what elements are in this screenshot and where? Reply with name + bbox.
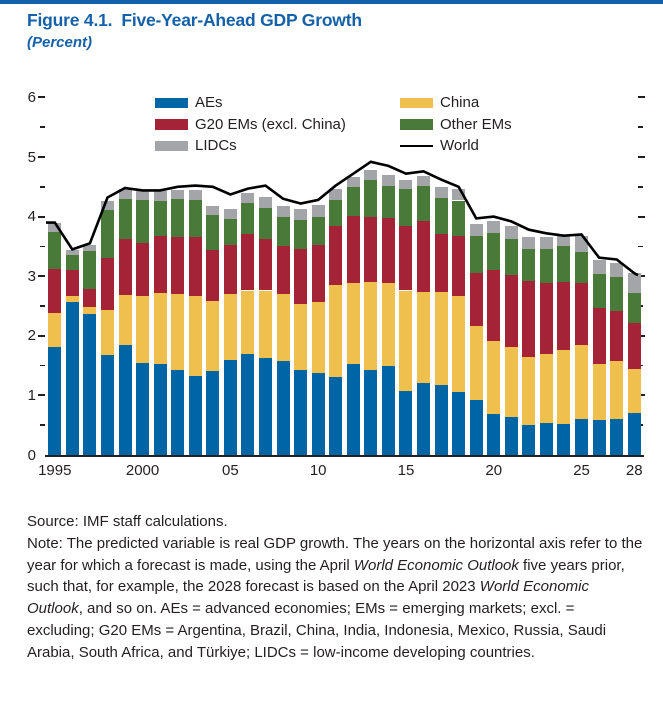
bar-2013-other-ems <box>364 180 377 217</box>
bar-1999-aes <box>119 345 132 455</box>
y-tick-right <box>638 246 643 248</box>
bar-1998-china <box>101 310 114 355</box>
bar-2027-lidcs <box>610 263 623 277</box>
bar-2005-china <box>224 294 237 360</box>
bar-2012-g20-ems-excl-china- <box>347 216 360 283</box>
bar-2016-other-ems <box>417 186 430 221</box>
bar-2003-china <box>189 296 202 375</box>
bar-2013-g20-ems-excl-china- <box>364 217 377 283</box>
x-axis-label-25: 25 <box>573 462 590 479</box>
bar-2024-china <box>557 350 570 425</box>
legend-item-lidcs <box>155 135 346 157</box>
bar-1998-other-ems <box>101 210 114 258</box>
bar-2020-lidcs <box>487 221 500 233</box>
bar-2007-lidcs <box>259 197 272 208</box>
bar-2024-g20-ems-excl-china- <box>557 282 570 349</box>
bar-2020-china <box>487 341 500 414</box>
bar-2018-aes <box>452 392 465 455</box>
legend-item-g20ems <box>155 114 346 136</box>
bar-2018-china <box>452 296 465 391</box>
bar-2028-lidcs <box>628 273 641 293</box>
bar-2003-lidcs <box>189 190 202 200</box>
y-axis-label-0: 0 <box>27 446 36 464</box>
bar-1999-other-ems <box>119 199 132 239</box>
bar-2027-china <box>610 361 623 419</box>
bar-2010-lidcs <box>312 205 325 216</box>
bar-2013-china <box>364 282 377 370</box>
figure-subtitle: (Percent) <box>27 34 93 51</box>
bar-1997-other-ems <box>83 251 96 290</box>
bar-2021-lidcs <box>505 226 518 239</box>
figure-label: Figure 4.1. <box>27 10 113 30</box>
chart-area <box>0 85 663 485</box>
bar-2003-aes <box>189 376 202 455</box>
legend-item-aes <box>155 92 346 114</box>
bar-2021-other-ems <box>505 239 518 275</box>
bar-2024-aes <box>557 424 570 455</box>
otherems-swatch-icon <box>400 119 433 130</box>
bar-2006-lidcs <box>241 193 254 203</box>
y-tick-left <box>40 186 45 188</box>
bar-1998-aes <box>101 355 114 455</box>
y-tick-right <box>638 156 645 158</box>
bar-2011-lidcs <box>329 189 342 200</box>
bar-2025-other-ems <box>575 252 588 283</box>
y-tick-left <box>38 216 45 218</box>
y-tick-left <box>38 335 45 337</box>
bar-2011-china <box>329 285 342 377</box>
bar-2001-china <box>154 293 167 364</box>
bar-1996-lidcs <box>66 250 79 255</box>
bar-2017-aes <box>435 385 448 455</box>
x-axis-label-15: 15 <box>397 462 415 479</box>
bar-2000-g20-ems-excl-china- <box>136 243 149 295</box>
bar-2021-china <box>505 347 518 417</box>
legend-column-2 <box>400 92 512 157</box>
bar-2022-other-ems <box>522 249 535 281</box>
bar-1999-lidcs <box>119 189 132 200</box>
bar-1995-g20-ems-excl-china- <box>48 269 61 313</box>
bar-2019-other-ems <box>470 236 483 272</box>
footer-source: Source: IMF staff calculations. <box>27 513 228 530</box>
legend-column-1 <box>155 92 346 157</box>
y-tick-left <box>40 246 45 248</box>
bar-2004-aes <box>206 371 219 455</box>
bar-2007-china <box>259 291 272 358</box>
note-segment: Note: The predicted variable is real GDP growth. The years on the horizontal axis refer to the year for which a forecast is made, using the April <box>27 534 643 574</box>
bar-2000-aes <box>136 363 149 455</box>
bar-2006-other-ems <box>241 203 254 234</box>
bar-2010-g20-ems-excl-china- <box>312 245 325 302</box>
legend-label-world: World <box>440 137 479 155</box>
bar-2014-china <box>382 283 395 366</box>
bar-2007-aes <box>259 358 272 455</box>
x-axis-label-05: 05 <box>222 462 239 479</box>
legend-item-world <box>400 135 512 157</box>
bar-2011-g20-ems-excl-china- <box>329 226 342 285</box>
bar-2023-lidcs <box>540 237 553 248</box>
china-swatch-icon <box>400 98 433 109</box>
bar-2011-other-ems <box>329 200 342 226</box>
bar-2003-g20-ems-excl-china- <box>189 237 202 296</box>
bar-1996-other-ems <box>66 255 79 270</box>
bar-2002-china <box>171 294 184 370</box>
bar-2014-lidcs <box>382 175 395 186</box>
footer-note <box>27 533 645 664</box>
y-axis-label-3: 3 <box>27 267 36 285</box>
note-italic-segment: World Economic Outlook <box>27 578 589 618</box>
bar-2021-g20-ems-excl-china- <box>505 275 518 347</box>
note-segment: five years prior, such that, for example, the 2028 forecast is based on the April 2023 <box>27 556 625 596</box>
bar-2028-china <box>628 369 641 414</box>
bar-2022-aes <box>522 425 535 455</box>
bar-2001-aes <box>154 364 167 455</box>
bar-1996-aes <box>66 302 79 455</box>
g20ems-swatch-icon <box>155 119 188 130</box>
legend-item-china <box>400 92 512 114</box>
y-tick-left <box>40 365 45 367</box>
bar-2016-g20-ems-excl-china- <box>417 221 430 292</box>
y-axis-label-2: 2 <box>27 327 36 345</box>
figure-title: Five-Year-Ahead GDP Growth <box>121 10 362 30</box>
x-axis-label-10: 10 <box>309 462 327 479</box>
bar-2006-china <box>241 291 254 355</box>
bar-2009-lidcs <box>294 209 307 220</box>
bar-2001-g20-ems-excl-china- <box>154 236 167 293</box>
bar-2028-aes <box>628 413 641 455</box>
bar-1998-lidcs <box>101 201 114 211</box>
y-tick-right <box>638 126 643 128</box>
bar-1996-china <box>66 296 79 302</box>
bar-2024-other-ems <box>557 246 570 282</box>
bar-2017-g20-ems-excl-china- <box>435 234 448 292</box>
legend-label-china: China <box>440 94 480 112</box>
bar-2026-aes <box>593 420 606 455</box>
bar-2005-lidcs <box>224 209 237 219</box>
bar-2011-aes <box>329 377 342 455</box>
bar-2004-other-ems <box>206 215 219 250</box>
y-axis-label-1: 1 <box>27 386 36 404</box>
bar-2017-lidcs <box>435 187 448 198</box>
bar-2025-lidcs <box>575 236 588 252</box>
bar-2019-china <box>470 326 483 400</box>
y-tick-right <box>638 216 645 218</box>
bar-2003-other-ems <box>189 200 202 238</box>
x-axis-label-28: 28 <box>625 462 643 479</box>
bar-2007-g20-ems-excl-china- <box>259 239 272 291</box>
y-tick-left <box>40 424 45 426</box>
bar-2027-g20-ems-excl-china- <box>610 311 623 362</box>
bar-2001-lidcs <box>154 191 167 201</box>
bar-2010-other-ems <box>312 217 325 246</box>
bar-1995-lidcs <box>48 223 61 233</box>
bar-2023-other-ems <box>540 249 553 283</box>
y-axis-label-6: 6 <box>27 88 36 106</box>
bar-2000-other-ems <box>136 200 149 244</box>
bar-2001-other-ems <box>154 201 167 237</box>
bar-2009-g20-ems-excl-china- <box>294 249 307 304</box>
top-rule <box>0 0 663 4</box>
bar-2025-china <box>575 345 588 420</box>
bar-2012-other-ems <box>347 187 360 216</box>
y-tick-right <box>638 96 645 98</box>
bar-2023-g20-ems-excl-china- <box>540 283 553 354</box>
bar-2018-g20-ems-excl-china- <box>452 236 465 296</box>
bar-1995-aes <box>48 347 61 455</box>
bar-2017-other-ems <box>435 198 448 234</box>
bar-2026-china <box>593 364 606 421</box>
bar-2010-aes <box>312 373 325 455</box>
bar-1999-china <box>119 295 132 345</box>
lidcs-swatch-icon <box>155 141 188 152</box>
bar-1995-china <box>48 313 61 347</box>
bar-2022-china <box>522 357 535 425</box>
bar-2025-g20-ems-excl-china- <box>575 283 588 344</box>
bar-2024-lidcs <box>557 235 570 246</box>
y-tick-right <box>638 186 643 188</box>
bar-2002-aes <box>171 370 184 455</box>
bar-2015-lidcs <box>399 180 412 190</box>
figure-footer <box>27 511 645 664</box>
bar-2013-aes <box>364 370 377 455</box>
y-tick-left <box>38 275 45 277</box>
bar-2015-other-ems <box>399 189 412 226</box>
bar-2009-other-ems <box>294 220 307 249</box>
bar-2005-aes <box>224 360 237 455</box>
bar-2026-other-ems <box>593 274 606 308</box>
bar-2006-g20-ems-excl-china- <box>241 234 254 291</box>
legend-label-otherems: Other EMs <box>440 115 512 133</box>
bar-2009-china <box>294 304 307 370</box>
aes-swatch-icon <box>155 98 188 109</box>
bar-2002-lidcs <box>171 190 184 200</box>
bar-2016-lidcs <box>417 176 430 186</box>
note-italic-segment: World Economic Outlook <box>353 556 519 574</box>
bar-2020-other-ems <box>487 233 500 271</box>
y-axis-label-4: 4 <box>27 208 36 226</box>
bar-2012-aes <box>347 364 360 455</box>
bar-2014-aes <box>382 366 395 455</box>
bar-1997-g20-ems-excl-china- <box>83 289 96 307</box>
bar-2006-aes <box>241 354 254 455</box>
bar-2022-lidcs <box>522 237 535 249</box>
bar-2004-china <box>206 301 219 371</box>
bar-2026-g20-ems-excl-china- <box>593 308 606 364</box>
y-tick-left <box>38 156 45 158</box>
y-tick-left <box>38 96 45 98</box>
x-axis-label-20: 20 <box>485 462 503 479</box>
bar-2019-aes <box>470 400 483 455</box>
bar-1997-china <box>83 307 96 314</box>
bar-2012-china <box>347 283 360 364</box>
bar-2016-china <box>417 292 430 384</box>
bar-1999-g20-ems-excl-china- <box>119 239 132 294</box>
bar-2000-china <box>136 296 149 363</box>
bar-2027-aes <box>610 419 623 455</box>
y-axis-label-5: 5 <box>27 148 36 166</box>
legend-item-otherems <box>400 114 512 136</box>
x-axis-label-2000: 2000 <box>125 462 160 479</box>
bar-1995-other-ems <box>48 232 61 269</box>
bar-2018-other-ems <box>452 201 465 237</box>
bar-2018-lidcs <box>452 189 465 200</box>
bar-2013-lidcs <box>364 170 377 180</box>
bar-2010-china <box>312 302 325 373</box>
bar-2016-aes <box>417 383 430 455</box>
bar-2008-other-ems <box>277 217 290 247</box>
bar-2023-aes <box>540 423 553 455</box>
bar-2025-aes <box>575 419 588 455</box>
y-tick-left <box>38 394 45 396</box>
bar-2008-china <box>277 294 290 361</box>
bar-2028-g20-ems-excl-china- <box>628 323 641 368</box>
bar-2027-other-ems <box>610 277 623 310</box>
bar-2028-other-ems <box>628 293 641 323</box>
bar-2015-china <box>399 291 412 392</box>
bar-2005-g20-ems-excl-china- <box>224 245 237 294</box>
bar-2014-other-ems <box>382 186 395 218</box>
bar-2017-china <box>435 292 448 384</box>
note-segment: , and so on. AEs = advanced economies; EMs = emerging markets; excl. = excluding; G20 EMs = Argentina, Brazil, China, India, Indonesia, Mexico, Russia, Saudi Arabia, South Africa, and Türkiye; LIDCs = low-income developing countries. <box>27 600 607 661</box>
world-line-swatch-icon <box>400 145 433 148</box>
bar-2015-aes <box>399 391 412 455</box>
bar-2005-other-ems <box>224 219 237 245</box>
bar-2020-g20-ems-excl-china- <box>487 270 500 340</box>
bar-2008-lidcs <box>277 206 290 216</box>
bar-2007-other-ems <box>259 208 272 239</box>
y-tick-left <box>40 126 45 128</box>
bar-2009-aes <box>294 370 307 455</box>
bar-2026-lidcs <box>593 260 606 274</box>
bar-2021-aes <box>505 417 518 455</box>
bar-2019-lidcs <box>470 224 483 236</box>
bar-2012-lidcs <box>347 177 360 187</box>
bar-2002-other-ems <box>171 199 184 237</box>
bar-1997-lidcs <box>83 245 96 250</box>
bar-2023-china <box>540 354 553 424</box>
bar-2008-aes <box>277 361 290 455</box>
figure-title-line <box>27 10 362 31</box>
bar-2008-g20-ems-excl-china- <box>277 246 290 294</box>
bar-1997-aes <box>83 314 96 455</box>
bar-1996-g20-ems-excl-china- <box>66 270 79 296</box>
bar-2004-lidcs <box>206 206 219 216</box>
y-tick-left <box>40 305 45 307</box>
bar-2015-g20-ems-excl-china- <box>399 226 412 290</box>
bar-2014-g20-ems-excl-china- <box>382 218 395 282</box>
bar-1998-g20-ems-excl-china- <box>101 258 114 310</box>
bar-2000-lidcs <box>136 191 149 200</box>
legend-label-aes: AEs <box>195 94 223 112</box>
legend-label-g20ems: G20 EMs (excl. China) <box>195 115 346 133</box>
bar-2020-aes <box>487 414 500 455</box>
legend-label-lidcs: LIDCs <box>195 137 237 155</box>
bar-2002-g20-ems-excl-china- <box>171 237 184 294</box>
x-axis-baseline <box>45 455 644 457</box>
x-axis-label-1995: 1995 <box>38 462 72 479</box>
figure-header <box>27 10 362 51</box>
bar-2004-g20-ems-excl-china- <box>206 250 219 301</box>
bar-2019-g20-ems-excl-china- <box>470 273 483 327</box>
bar-2022-g20-ems-excl-china- <box>522 281 535 357</box>
